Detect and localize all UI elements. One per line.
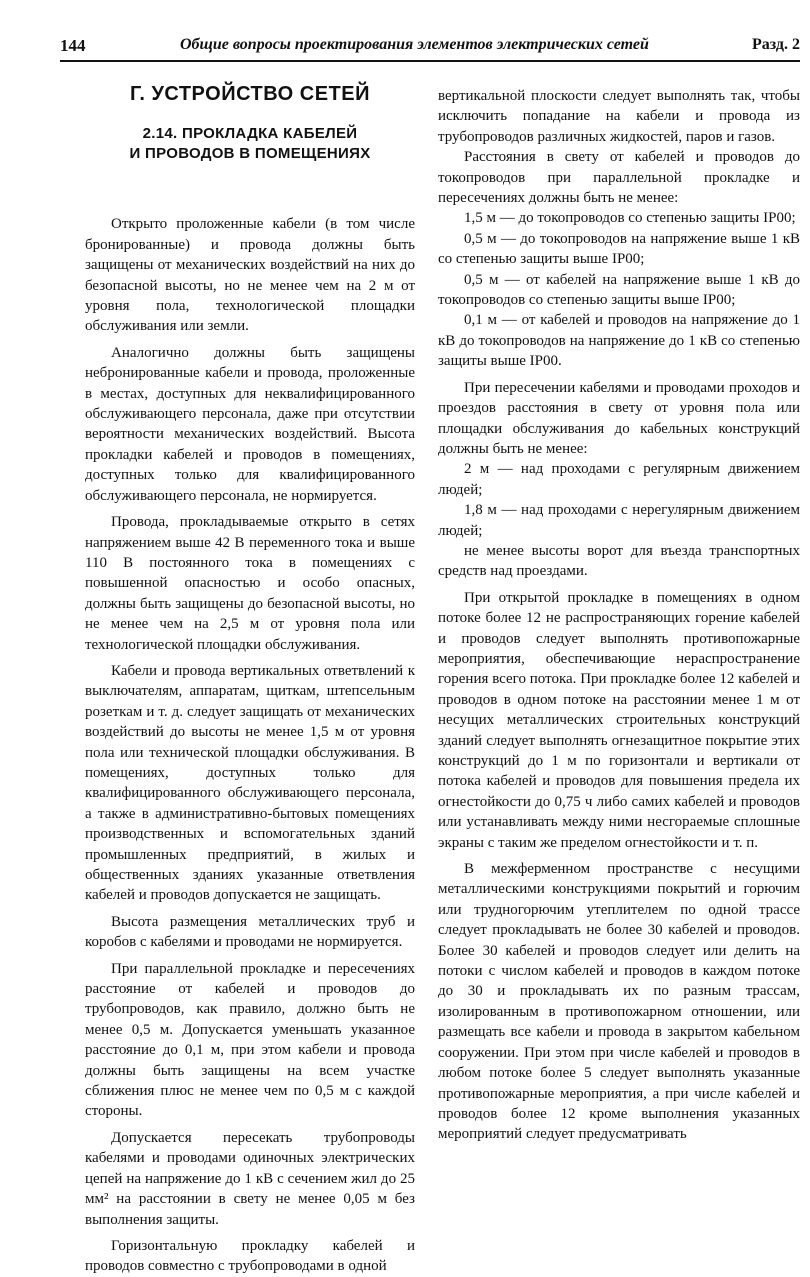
list-item: 1,8 м — над проходами с нерегулярным движением людей; xyxy=(438,502,800,539)
running-header xyxy=(60,34,800,62)
paragraph: Открыто проложенные кабели (в том числе бронированные) и провода должны быть защищены от механических воздействий на них до безопасной высоты, но не менее чем на 2 м от уровня пола, технологической площадки обслуживания или земли. xyxy=(85,216,415,335)
paragraph: Расстояния в свету от кабелей и проводов до токопроводов при параллельной прокладке и пересечениях должны быть не менее: xyxy=(438,149,800,207)
list-item: 0,5 м — до токопроводов на напряжение выше 1 кВ со степенью защиты выше IP00; xyxy=(438,230,800,268)
page-number: 144 xyxy=(60,36,86,55)
list-item: 0,1 м — от кабелей и проводов на напряжение до 1 кВ до токопроводов на напряжение до 1 кВ со степенью защиты выше IP00. xyxy=(438,312,800,370)
paragraph: При пересечении кабелями и проводами проходов и проездов расстояния в свету от уровня пола или площадки обслуживания до кабельных конструкций должны быть не менее: xyxy=(438,379,800,457)
list-item: 1,5 м — до токопроводов со степенью защиты IP00; xyxy=(464,210,796,227)
left-column xyxy=(85,80,415,1277)
section-heading: Г. УСТРОЙСТВО СЕТЕЙ xyxy=(130,83,370,105)
subsection-heading: 2.14. ПРОКЛАДКА КАБЕЛЕЙ И ПРОВОДОВ В ПОМЕЩЕНИЯХ xyxy=(129,125,371,163)
list-item: 0,5 м — от кабелей на напряжение выше 1 кВ до токопроводов со степенью защиты выше IP00; xyxy=(438,271,800,309)
list-item: 2 м — над проходами с регулярным движением людей; xyxy=(438,461,800,498)
paragraph: Горизонтальную прокладку кабелей и проводов совместно с трубопроводами в одной xyxy=(85,1237,415,1275)
paragraph: вертикальной плоскости следует выполнять так, чтобы исключить попадание на кабели и провода из трубопроводов различных жидкостей, паров и газов. xyxy=(438,88,800,145)
running-title: Общие вопросы проектирования элементов электрических сетей xyxy=(180,36,649,53)
paragraph: Кабели и провода вертикальных ответвлений к выключателям, аппаратам, щиткам, штепсельным розеткам и т. д. следует защищать от механических воздействий до высоты не менее 1,5 м от уровня пола или технической площадки обслуживания. В помещениях, доступных только для квалифицированного обслуживающего персонала, а также в административно-бытовых помещениях производственных и вспомогательных зданий промышленных предприятий, в жилых и общественных зданиях указанные ответвления кабелей и проводов допускается не защищать. xyxy=(85,662,415,904)
paragraph: При открытой прокладке в помещениях в одном потоке более 12 не распространяющих горение кабелей и проводов следует выполнять противопожарные мероприятия, обеспечивающие нераспространение горения всего потока. При прокладке более 12 кабелей и проводов в одном потоке на расстоянии менее 1 м от несущих металлических строительных конструкций зданий следует выполнять огнезащитное покрытие этих конструкций до 1 м по горизонтали и вертикали от потока кабелей и проводов для повышения предела их огнестойкости до 0,75 ч либо самих кабелей и проводов или устанавливать между ними несгораемые сплошные экраны с таким же пределом огнестойкости и т. п. xyxy=(438,589,800,851)
paragraph: В межферменном пространстве с несущими металлическими конструкциями покрытий и горючим или трудногорючим утеплителем по одной трассе следует прокладывать не более 30 кабелей и проводов. Более 30 кабелей и проводов следует или делить на потоки с числом кабелей и проводов в каждом потоке до 30 и прокладывать их по разным трассам, изолированным в противопожарном отношении, или размещать все кабели и провода в закрытом кабельном сооружении. При этом при числе кабелей и проводов в любом потоке более 5 следует выполнять указанные противопожарные мероприятия, а при числе кабелей и проводов более 12 кроме выполнения указанных мероприятий следует предусматривать xyxy=(438,861,800,1143)
right-column xyxy=(438,86,800,1145)
paragraph: При параллельной прокладке и пересечениях расстояние от кабелей и проводов до трубопроводов, как правило, должно быть не менее 0,5 м. Допускается уменьшать указанное расстояние до 0,1 м, при этом кабели и провода должны быть защищены на всем участке сближения плюс не менее чем по 0,5 м с каждой стороны. xyxy=(85,960,415,1120)
paragraph: Высота размещения металлических труб и коробов с кабелями и проводами не нормируется. xyxy=(85,913,415,951)
paragraph: Аналогично должны быть защищены небронированные кабели и провода, проложенные в местах, доступных для неквалифицированного обслуживающего персонала, даже при отсутствии вероятности механических воздействий. Высота прокладки кабелей и проводов в помещениях, доступных только для квалифицированного обслуживающего персонала, не нормируется. xyxy=(85,344,415,504)
list-item: не менее высоты ворот для въезда транспортных средств над проездами. xyxy=(438,542,800,580)
paragraph: Провода, прокладываемые открыто в сетях напряжением выше 42 В переменного тока и выше 110 В постоянного тока в помещениях с повышенной опасностью и особо опасных, должны быть защищены до безопасной высоты, но не менее чем на 2,5 м от уровня пола или технологической площадки обслуживания. xyxy=(85,514,415,653)
paragraph: Допускается пересекать трубопроводы кабелями и проводами одиночных электрических цепей на напряжение до 1 кВ с сечением жил до 25 мм² на расстоянии в свету не менее 0,05 м без выполнения защиты. xyxy=(85,1129,415,1228)
section-label: Разд. 2 xyxy=(751,36,800,53)
